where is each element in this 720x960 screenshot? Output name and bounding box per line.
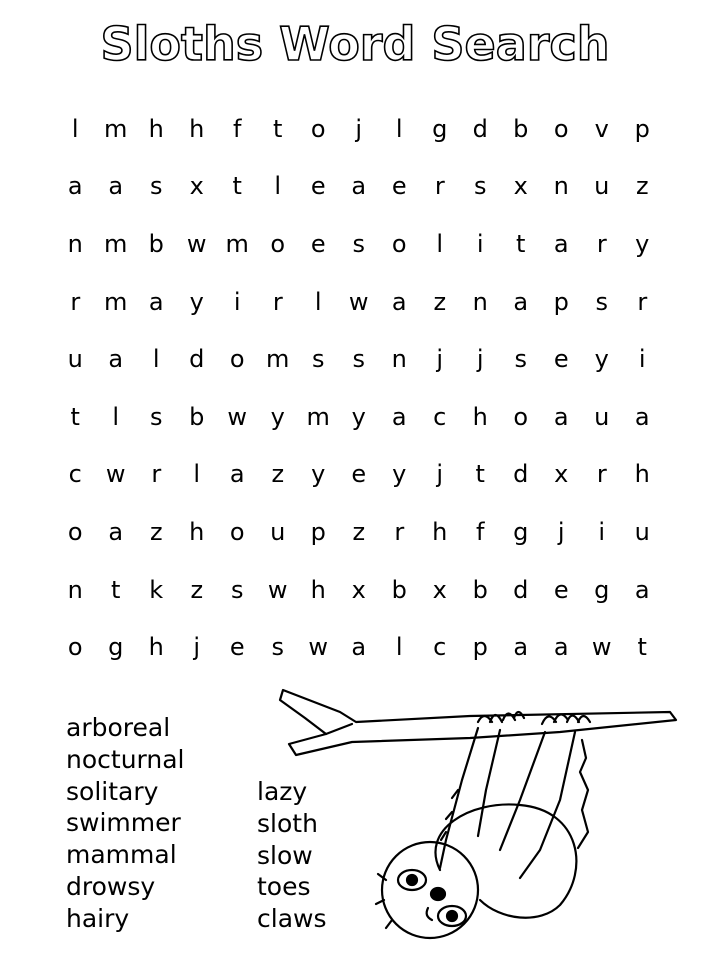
grid-cell: g (594, 575, 610, 604)
grid-cell: z (635, 172, 649, 201)
grid-cell: o (67, 633, 83, 662)
grid-cell: j (436, 345, 444, 374)
grid-cell: o (229, 345, 245, 374)
grid-cell: r (70, 287, 81, 316)
grid-cell: f (476, 517, 485, 546)
grid-cell: a (513, 633, 529, 662)
grid-cell: w (591, 633, 612, 662)
grid-cell: c (433, 633, 447, 662)
grid-cell: d (513, 575, 529, 604)
grid-cell: j (436, 460, 444, 489)
word-list-item: arboreal (66, 713, 171, 742)
grid-cell: a (553, 402, 569, 431)
grid-cell: h (189, 114, 205, 143)
grid-cell: a (553, 633, 569, 662)
grid-cell: r (596, 229, 607, 258)
word-list-item: hairy (66, 903, 130, 933)
grid-cell: w (348, 287, 369, 316)
grid-cell: i (476, 229, 484, 258)
grid-cell: i (598, 517, 606, 546)
back-claws (542, 714, 590, 724)
page-title: Sloths Word Search (100, 17, 610, 71)
grid-cell: s (352, 229, 365, 258)
grid-cell: e (391, 172, 407, 201)
grid-cell: h (148, 114, 164, 143)
grid-cell: u (594, 402, 610, 431)
grid-cell: j (557, 517, 565, 546)
grid-cell: a (67, 172, 83, 201)
grid-cell: l (314, 287, 322, 316)
grid-cell: p (472, 633, 488, 662)
grid-cell: e (351, 460, 367, 489)
grid-cell: d (189, 345, 205, 374)
grid-cell: x (432, 575, 447, 604)
grid-cell: u (270, 517, 286, 546)
word-list-item: solitary (66, 776, 159, 806)
grid-cell: t (516, 229, 526, 258)
grid-cell: o (310, 114, 326, 143)
grid-cell: c (433, 402, 447, 431)
grid-cell: l (112, 402, 120, 431)
grid-cell: m (104, 114, 128, 143)
grid-cell: t (232, 172, 242, 201)
grid-cell: u (67, 345, 83, 374)
grid-cell: x (189, 172, 204, 201)
grid-cell: b (391, 575, 407, 604)
grid-cell: w (227, 402, 248, 431)
grid-cell: l (152, 345, 160, 374)
grid-cell: b (472, 575, 488, 604)
grid-cell: n (553, 172, 569, 201)
grid-cell: e (310, 172, 326, 201)
grid-cell: j (476, 345, 484, 374)
word-list-item: lazy (257, 777, 308, 806)
grid-cell: p (310, 517, 326, 546)
front-claws (478, 712, 524, 722)
grid-cell: o (229, 517, 245, 546)
grid-cell: y (311, 460, 326, 489)
grid-cell: g (108, 633, 124, 662)
grid-cell: r (596, 460, 607, 489)
grid-cell: s (149, 402, 163, 431)
grid-cell: g (432, 114, 448, 143)
grid-cell: a (391, 402, 407, 431)
front-arm-fur (441, 790, 458, 840)
grid-cell: y (189, 287, 204, 316)
back-arm-fur (578, 740, 588, 848)
branch-twig (326, 724, 352, 734)
sloth-nose (431, 888, 445, 900)
head-fur (376, 874, 392, 928)
word-list-item: mammal (66, 840, 177, 870)
grid-cell: y (635, 229, 650, 258)
word-list-item: claws (257, 904, 327, 934)
grid-cell: a (513, 287, 529, 316)
grid-cell: r (637, 287, 648, 316)
grid-cell: s (149, 172, 163, 201)
grid-cell: o (391, 229, 407, 258)
grid-cell: p (553, 287, 569, 316)
grid-cell: a (108, 345, 124, 374)
grid-cell: x (513, 172, 528, 201)
grid-cell: t (273, 114, 283, 143)
word-list-item: drowsy (66, 871, 156, 901)
grid-cell: a (108, 172, 124, 201)
word-list-item: swimmer (66, 808, 181, 838)
grid-cell: l (274, 172, 282, 201)
grid-cell: l (193, 460, 201, 489)
grid-cell: f (233, 114, 242, 143)
grid-cell: v (594, 114, 609, 143)
grid-cell: s (473, 172, 487, 201)
grid-cell: w (308, 633, 329, 662)
grid-cell: y (594, 345, 609, 374)
grid-cell: e (229, 633, 245, 662)
grid-cell: x (554, 460, 569, 489)
grid-cell: o (553, 114, 569, 143)
left-eye (407, 875, 417, 885)
grid-cell: m (104, 229, 128, 258)
grid-cell: z (149, 517, 163, 546)
grid-cell: a (351, 172, 367, 201)
grid-cell: w (267, 575, 288, 604)
grid-cell: h (310, 575, 326, 604)
grid-cell: s (595, 287, 608, 316)
grid-cell: t (70, 402, 80, 431)
grid-cell: j (193, 633, 201, 662)
grid-cell: h (148, 633, 164, 662)
grid-cell: z (190, 575, 204, 604)
grid-cell: b (513, 114, 529, 143)
grid-cell: r (272, 287, 283, 316)
grid-cell: o (513, 402, 529, 431)
grid-cell: n (67, 575, 83, 604)
grid-cell: r (434, 172, 445, 201)
grid-cell: r (394, 517, 405, 546)
grid-cell: d (472, 114, 488, 143)
grid-cell: e (553, 345, 569, 374)
grid-cell: s (352, 345, 365, 374)
grid-cell: d (513, 460, 529, 489)
grid-cell: m (266, 345, 290, 374)
grid-cell: z (433, 287, 447, 316)
sloth-body (435, 804, 576, 917)
grid-cell: m (104, 287, 128, 316)
grid-cell: y (351, 402, 366, 431)
grid-cell: j (355, 114, 363, 143)
grid-cell: o (67, 517, 83, 546)
grid-cell: t (111, 575, 121, 604)
grid-cell: u (594, 172, 610, 201)
word-list-item: sloth (257, 808, 318, 838)
grid-cell: x (351, 575, 366, 604)
grid-cell: n (67, 229, 83, 258)
grid-cell: u (634, 517, 650, 546)
grid-cell: a (553, 229, 569, 258)
grid-cell: z (271, 460, 285, 489)
grid-cell: a (108, 517, 124, 546)
grid-cell: s (311, 345, 325, 374)
grid-cell: p (634, 114, 650, 143)
grid-cell: b (148, 229, 164, 258)
grid-cell: a (229, 460, 245, 489)
grid-cell: k (149, 575, 164, 604)
grid-cell: a (634, 575, 650, 604)
grid-cell: o (270, 229, 286, 258)
grid-cell: a (148, 287, 164, 316)
grid-cell: y (392, 460, 407, 489)
grid-cell: a (391, 287, 407, 316)
grid-cell: t (637, 633, 647, 662)
grid-cell: i (233, 287, 241, 316)
grid-cell: r (151, 460, 162, 489)
grid-cell: e (553, 575, 569, 604)
word-list-item: toes (257, 872, 311, 902)
grid-cell: a (634, 402, 650, 431)
grid-cell: h (472, 402, 488, 431)
grid-cell: l (395, 633, 403, 662)
sloth-mouth (427, 908, 432, 920)
grid-cell: h (189, 517, 205, 546)
grid-cell: l (436, 229, 444, 258)
grid-cell: n (472, 287, 488, 316)
grid-cell: m (306, 402, 330, 431)
grid-cell: h (634, 460, 650, 489)
grid-cell: s (271, 633, 284, 662)
grid-cell: z (352, 517, 366, 546)
right-eye (447, 911, 457, 921)
grid-cell: a (351, 633, 367, 662)
grid-cell: g (513, 517, 529, 546)
grid-cell: s (514, 345, 527, 374)
grid-cell: b (189, 402, 205, 431)
grid-cell: t (475, 460, 485, 489)
grid-cell: m (225, 229, 249, 258)
grid-cell: y (270, 402, 285, 431)
grid-cell: l (71, 114, 79, 143)
grid-cell: e (310, 229, 326, 258)
sloth-head (382, 842, 478, 938)
word-list-item: nocturnal (66, 744, 185, 774)
grid-cell: w (186, 229, 207, 258)
grid-cell: c (68, 460, 82, 489)
word-list-item: slow (257, 840, 313, 870)
grid-cell: s (230, 575, 244, 604)
grid-cell: n (391, 345, 407, 374)
grid-cell: w (105, 460, 126, 489)
grid-cell: l (395, 114, 403, 143)
grid-cell: h (432, 517, 448, 546)
grid-cell: i (638, 345, 646, 374)
